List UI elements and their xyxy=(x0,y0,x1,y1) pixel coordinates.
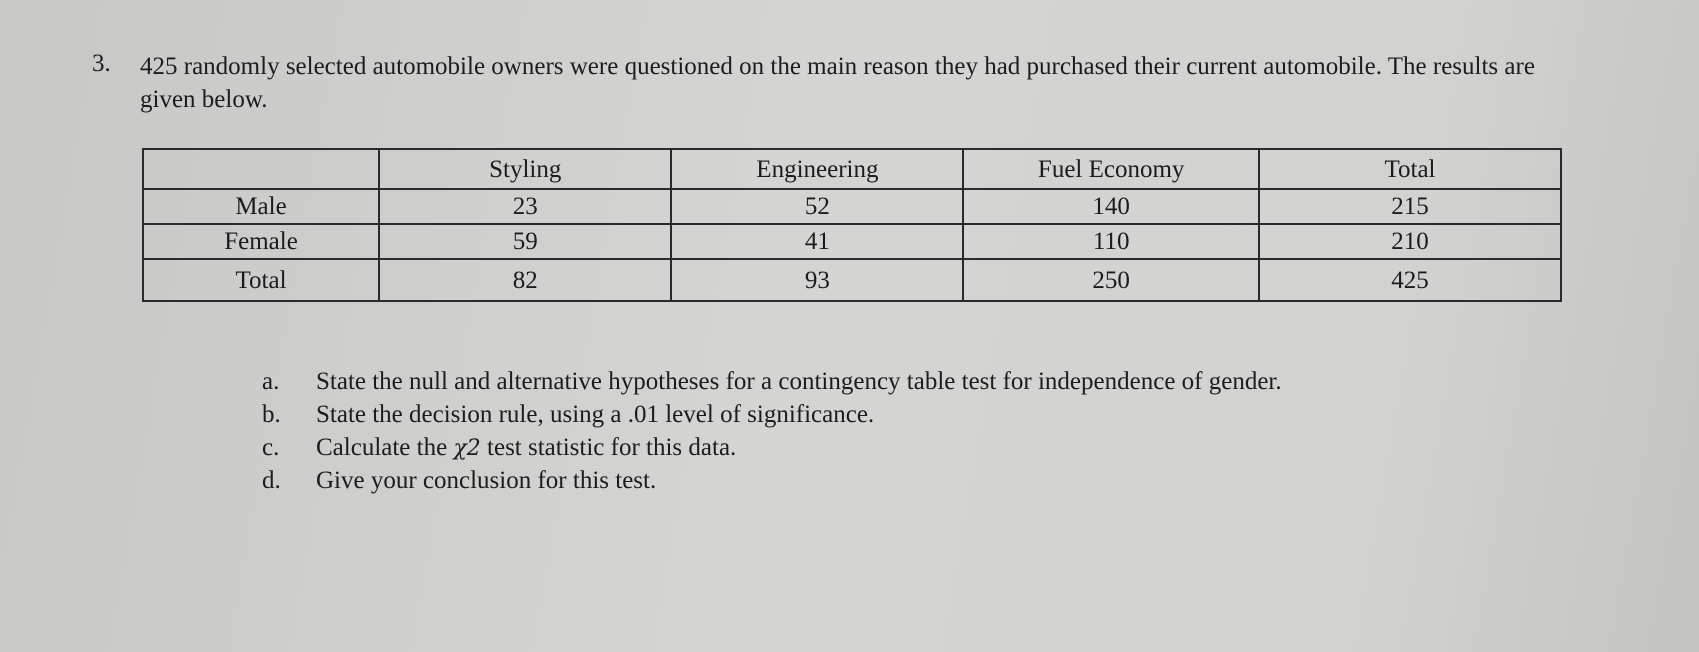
header-cell-styling: Styling xyxy=(379,149,671,189)
row-label-female: Female xyxy=(143,224,379,259)
header-cell-total: Total xyxy=(1259,149,1561,189)
chi-square-symbol: χ2 xyxy=(453,436,481,461)
question-text: 425 randomly selected automobile owners were questioned on the main reason they had purchased their current automobile. The results are given below. xyxy=(140,53,1535,113)
sub-question-list xyxy=(262,365,1282,497)
table-header-row xyxy=(143,149,1561,189)
table-cell: 41 xyxy=(671,224,963,259)
table-row-total xyxy=(143,259,1561,301)
sub-question-c xyxy=(262,431,1282,464)
text-after-symbol: test statistic for this data. xyxy=(480,434,737,461)
table-cell: 210 xyxy=(1259,224,1561,259)
sub-question-b xyxy=(262,398,1282,431)
sub-question-d xyxy=(262,464,1282,497)
contingency-table xyxy=(142,148,1562,302)
sub-question-text xyxy=(316,431,736,464)
sub-question-letter: d. xyxy=(262,467,281,494)
header-cell-fuel-economy: Fuel Economy xyxy=(963,149,1259,189)
table-cell: 82 xyxy=(379,259,671,301)
table-cell: 110 xyxy=(963,224,1259,259)
row-label-male: Male xyxy=(143,189,379,224)
table-row-male xyxy=(143,189,1561,224)
header-cell-empty xyxy=(143,149,379,189)
sub-question-text: Give your conclusion for this test. xyxy=(316,467,657,494)
table-cell: 140 xyxy=(963,189,1259,224)
table-cell: 59 xyxy=(379,224,671,259)
table-cell: 425 xyxy=(1259,259,1561,301)
text-before-symbol: Calculate the xyxy=(316,434,454,461)
question-number: 3. xyxy=(92,50,111,77)
sub-question-letter: b. xyxy=(262,401,281,428)
row-label-total: Total xyxy=(143,259,379,301)
table-cell: 215 xyxy=(1259,189,1561,224)
sub-question-text: State the decision rule, using a .01 level of significance. xyxy=(316,401,875,428)
sub-question-a xyxy=(262,365,1282,398)
table-cell: 93 xyxy=(671,259,963,301)
header-cell-engineering: Engineering xyxy=(671,149,963,189)
table-cell: 23 xyxy=(379,189,671,224)
sub-question-text: State the null and alternative hypotheses for a contingency table test for independence of gender. xyxy=(316,368,1282,395)
sub-question-letter: a. xyxy=(262,368,280,395)
table-row-female xyxy=(143,224,1561,259)
table-cell: 52 xyxy=(671,189,963,224)
sub-question-letter: c. xyxy=(262,434,280,461)
table-cell: 250 xyxy=(963,259,1259,301)
